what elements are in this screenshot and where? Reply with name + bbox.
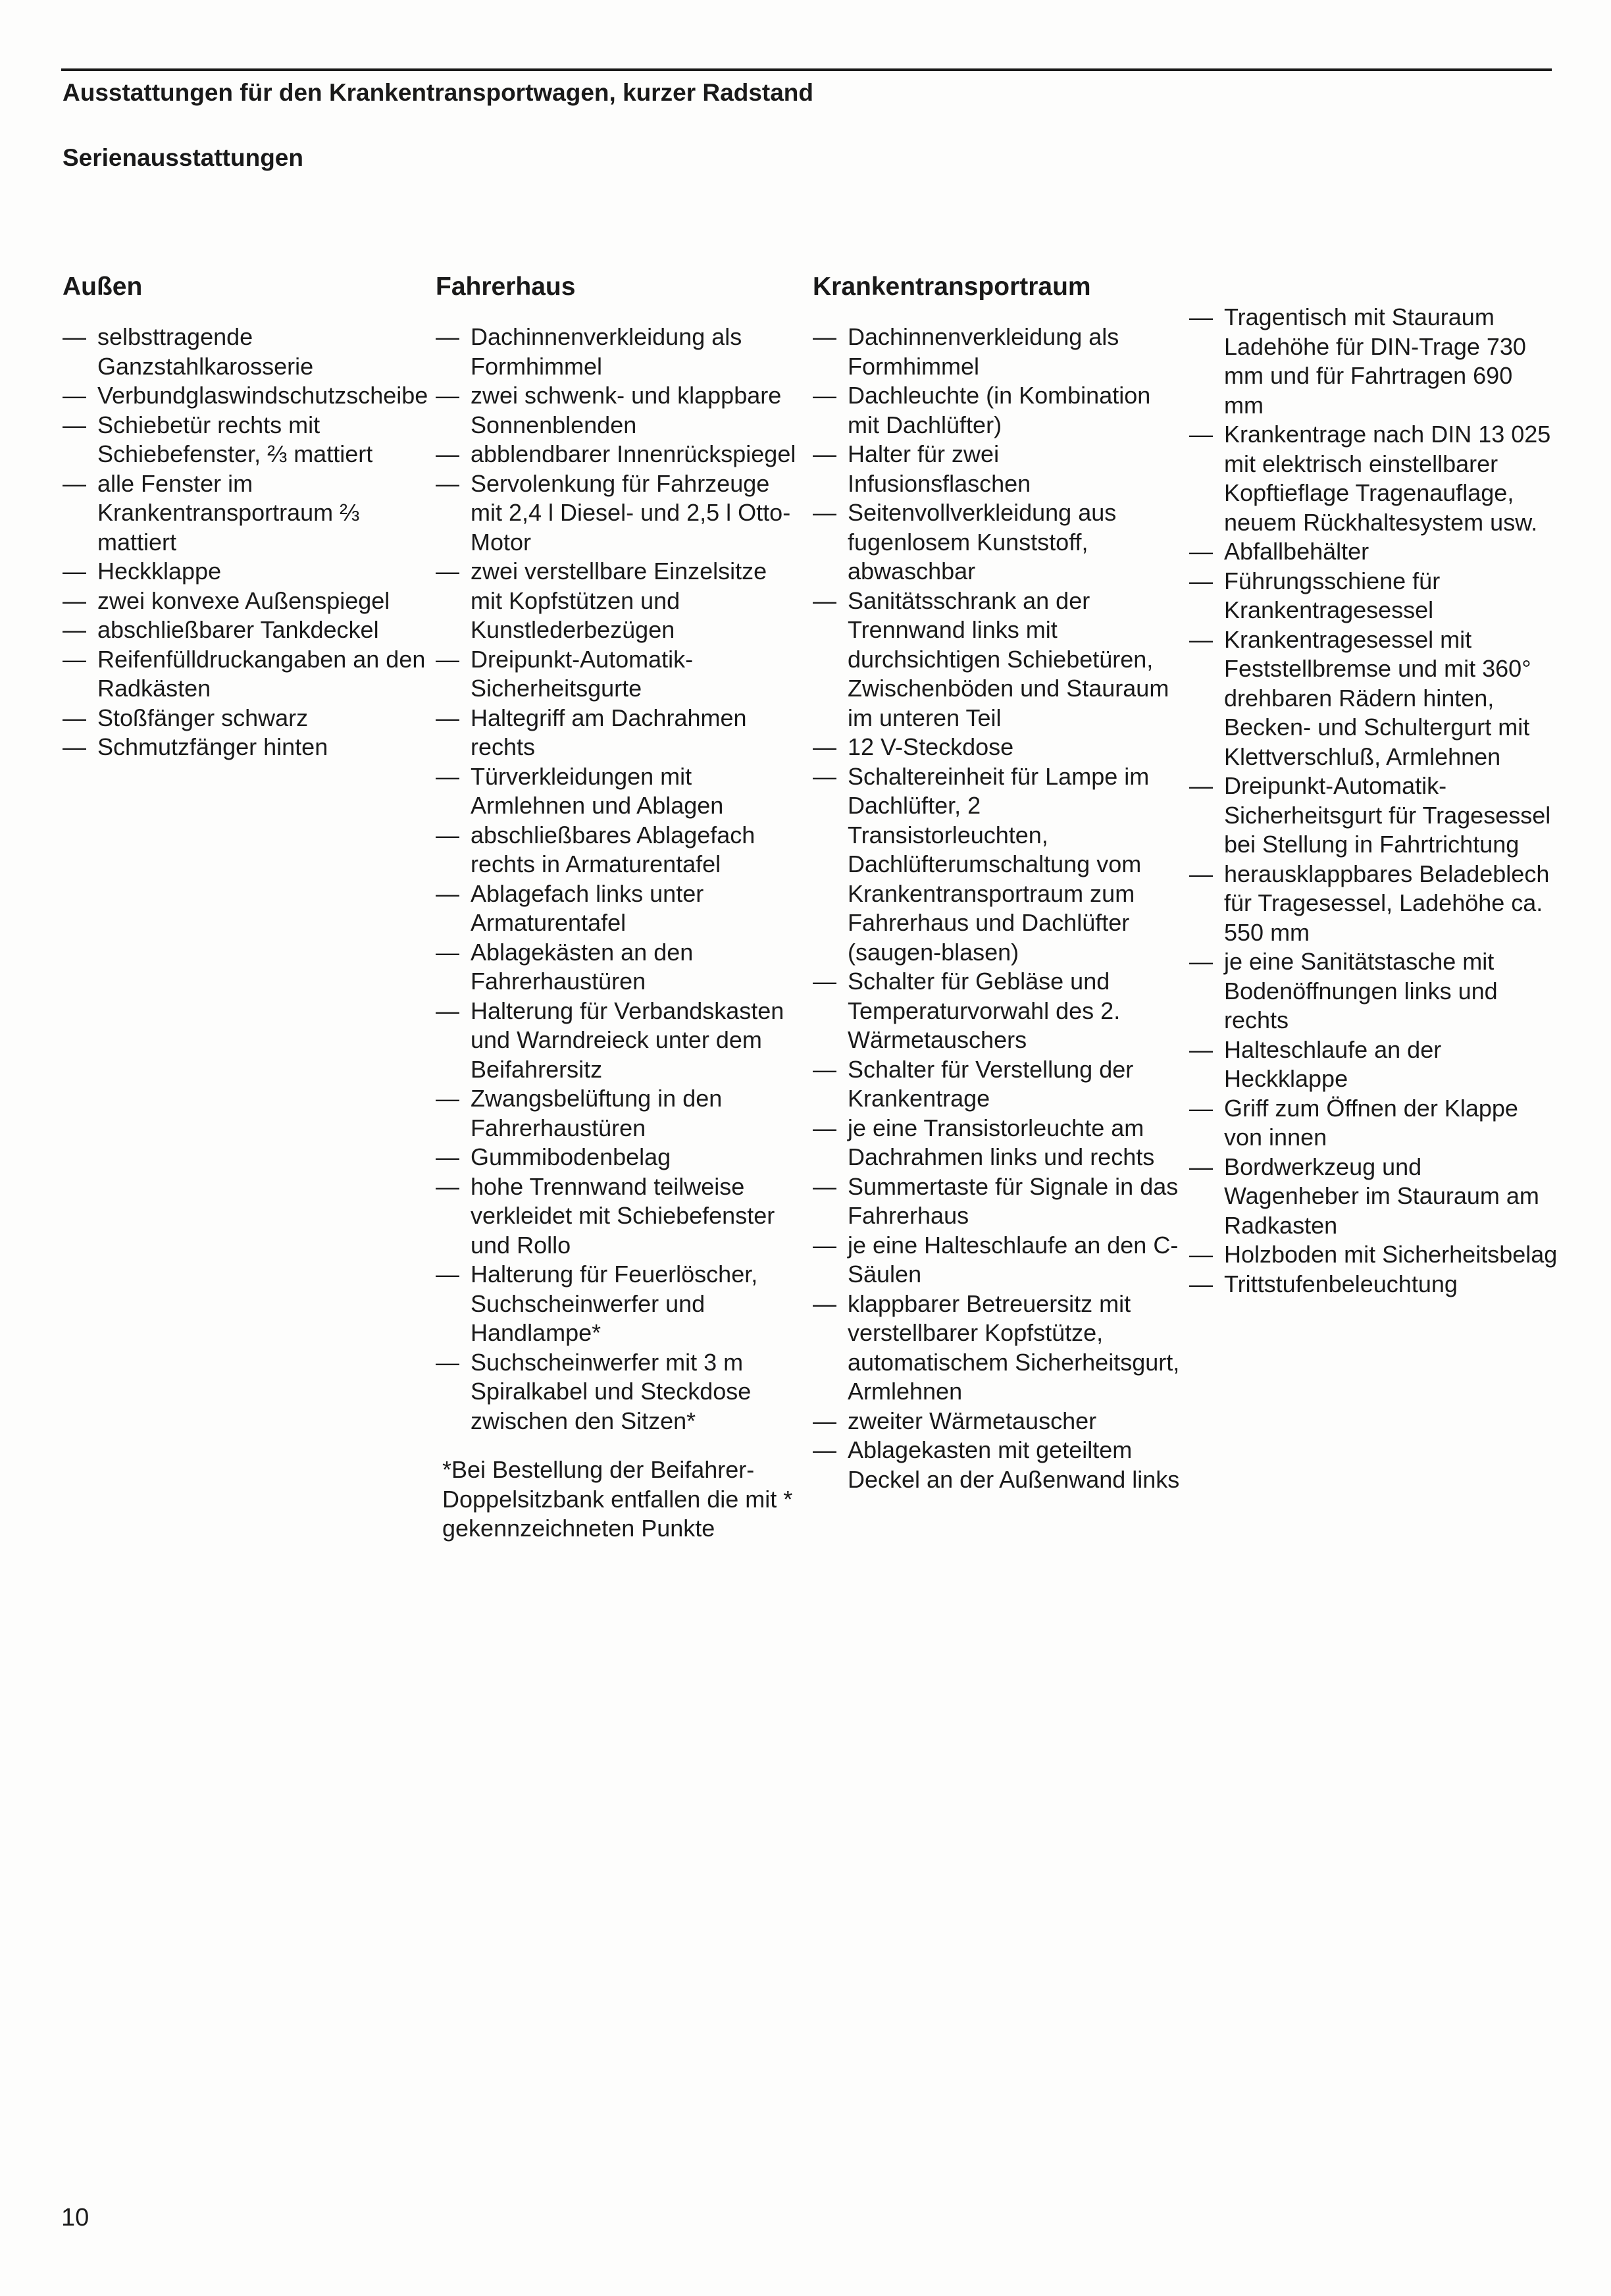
list-item: — Krankentrage nach DIN 13 025 mit elektrisch einstellbarer Kopftieflage Tragenauflage, neuem Rückhaltesystem usw. — [1189, 420, 1558, 537]
header-rule — [61, 68, 1552, 71]
column-krankentransportraum-continued — [1189, 303, 1558, 1299]
list-item: — alle Fenster im Krankentransportraum ⅔ mattiert — [63, 469, 431, 558]
list-item: — Summertaste für Signale in das Fahrerhaus — [813, 1172, 1181, 1231]
footnote: *Bei Bestellung der Beifahrer-Doppelsitzbank entfallen die mit * gekennzeichneten Punkte — [442, 1456, 793, 1542]
list-item: — Heckklappe — [63, 557, 431, 587]
list-item: — Schaltereinheit für Lampe im Dachlüfter, 2 Transistorleuchten, Dachlüfterumschaltung vom Krankentransportraum zum Fahrerhaus und Dachlüfter (saugen-blasen) — [813, 762, 1181, 968]
list-item: — abschließbarer Tankdeckel — [63, 615, 431, 645]
list-item: — abschließbares Ablagefach rechts in Armaturentafel — [436, 821, 804, 879]
list-item: — Dachleuchte (in Kombination mit Dachlüfter) — [813, 381, 1181, 440]
list-item: — Reifenfülldruckangaben an den Radkästen — [63, 645, 431, 704]
list-item: — Verbundglaswindschutzscheibe — [63, 381, 431, 411]
list-item: — Dachinnenverkleidung als Formhimmel — [436, 323, 804, 381]
list-item: — Schalter für Gebläse und Temperaturvorwahl des 2. Wärmetauschers — [813, 967, 1181, 1055]
list-item: — Gummibodenbelag — [436, 1143, 804, 1172]
list-item: — Trittstufenbeleuchtung — [1189, 1270, 1558, 1299]
list-item: — Halter für zwei Infusionsflaschen — [813, 440, 1181, 498]
column-fahrerhaus — [436, 270, 804, 1544]
list-item: — je eine Sanitätstasche mit Bodenöffnungen links und rechts — [1189, 947, 1558, 1035]
item-list — [436, 323, 804, 1436]
list-item: — Bordwerkzeug und Wagenheber im Stauraum am Radkasten — [1189, 1153, 1558, 1241]
column-aussen — [63, 270, 431, 762]
list-item: — Halterung für Feuerlöscher, Suchscheinwerfer und Handlampe* — [436, 1260, 804, 1348]
list-item: — hohe Trennwand teilweise verkleidet mit Schiebefenster und Rollo — [436, 1172, 804, 1261]
list-item: — Türverkleidungen mit Armlehnen und Ablagen — [436, 762, 804, 821]
list-item: — Tragentisch mit Stauraum Ladehöhe für DIN-Trage 730 mm und für Fahrtragen 690 mm — [1189, 303, 1558, 420]
list-item: — zweiter Wärmetauscher — [813, 1407, 1181, 1436]
list-item: — Halteschlaufe an der Heckklappe — [1189, 1035, 1558, 1094]
page-number: 10 — [61, 2204, 90, 2231]
list-item: — Schmutzfänger hinten — [63, 733, 431, 762]
list-item: — Dreipunkt-Automatik-Sicherheitsgurt für Tragesessel bei Stellung in Fahrtrichtung — [1189, 771, 1558, 860]
list-item: — klappbarer Betreuersitz mit verstellbarer Kopfstütze, automatischem Sicherheitsgurt, Armlehnen — [813, 1290, 1181, 1407]
list-item: — Schiebetür rechts mit Schiebefenster, ⅔ mattiert — [63, 411, 431, 469]
item-list — [63, 323, 431, 762]
list-item: — Dachinnenverkleidung als Formhimmel — [813, 323, 1181, 381]
list-item: — Haltegriff am Dachrahmen rechts — [436, 704, 804, 762]
list-item: — Führungsschiene für Krankentragesessel — [1189, 567, 1558, 625]
list-item: — je eine Transistorleuchte am Dachrahmen links und rechts — [813, 1114, 1181, 1172]
list-item: — Dreipunkt-Automatik-Sicherheitsgurte — [436, 645, 804, 704]
list-item: — zwei schwenk- und klappbare Sonnenblenden — [436, 381, 804, 440]
list-item: — Abfallbehälter — [1189, 537, 1558, 567]
list-item: — Ablagekästen an den Fahrerhaustüren — [436, 938, 804, 997]
item-list — [813, 323, 1181, 1494]
list-item: — Sanitätsschrank an der Trennwand links mit durchsichtigen Schiebetüren, Zwischenböden und Stauraum im unteren Teil — [813, 587, 1181, 733]
list-item: — zwei konvexe Außenspiegel — [63, 587, 431, 616]
page-title: Ausstattungen für den Krankentransportwagen, kurzer Radstand — [63, 79, 814, 106]
list-item: — Servolenkung für Fahrzeuge mit 2,4 l Diesel- und 2,5 l Otto-Motor — [436, 469, 804, 558]
column-heading: Fahrerhaus — [436, 273, 576, 301]
list-item: — Schalter für Verstellung der Krankentrage — [813, 1055, 1181, 1114]
list-item: — Ablagefach links unter Armaturentafel — [436, 879, 804, 938]
item-list — [1189, 303, 1558, 1299]
list-item: — herausklappbares Beladeblech für Tragesessel, Ladehöhe ca. 550 mm — [1189, 860, 1558, 948]
list-item: — 12 V-Steckdose — [813, 733, 1181, 762]
list-item: — je eine Halteschlaufe an den C-Säulen — [813, 1231, 1181, 1290]
list-item: — Suchscheinwerfer mit 3 m Spiralkabel und Steckdose zwischen den Sitzen* — [436, 1348, 804, 1436]
list-item: — Holzboden mit Sicherheitsbelag — [1189, 1240, 1558, 1270]
column-heading: Außen — [63, 273, 143, 301]
list-item: — Halterung für Verbandskasten und Warndreieck unter dem Beifahrersitz — [436, 997, 804, 1085]
list-item: — Seitenvollverkleidung aus fugenlosem Kunststoff, abwaschbar — [813, 498, 1181, 587]
list-item: — zwei verstellbare Einzelsitze mit Kopfstützen und Kunstlederbezügen — [436, 557, 804, 645]
section-subtitle: Serienausstattungen — [63, 144, 303, 171]
list-item: — abblendbarer Innenrückspiegel — [436, 440, 804, 469]
list-item: — Ablagekasten mit geteiltem Deckel an der Außenwand links — [813, 1436, 1181, 1494]
list-item: — Griff zum Öffnen der Klappe von innen — [1189, 1094, 1558, 1153]
list-item: — Stoßfänger schwarz — [63, 704, 431, 733]
column-heading: Krankentransportraum — [813, 273, 1091, 301]
list-item: — Zwangsbelüftung in den Fahrerhaustüren — [436, 1084, 804, 1143]
list-item: — Krankentragesessel mit Feststellbremse und mit 360° drehbaren Rädern hinten, Becken- und Schultergurt mit Klettverschluß, Armlehnen — [1189, 625, 1558, 772]
list-item: — selbsttragende Ganzstahlkarosserie — [63, 323, 431, 381]
column-krankentransportraum — [813, 270, 1181, 1494]
